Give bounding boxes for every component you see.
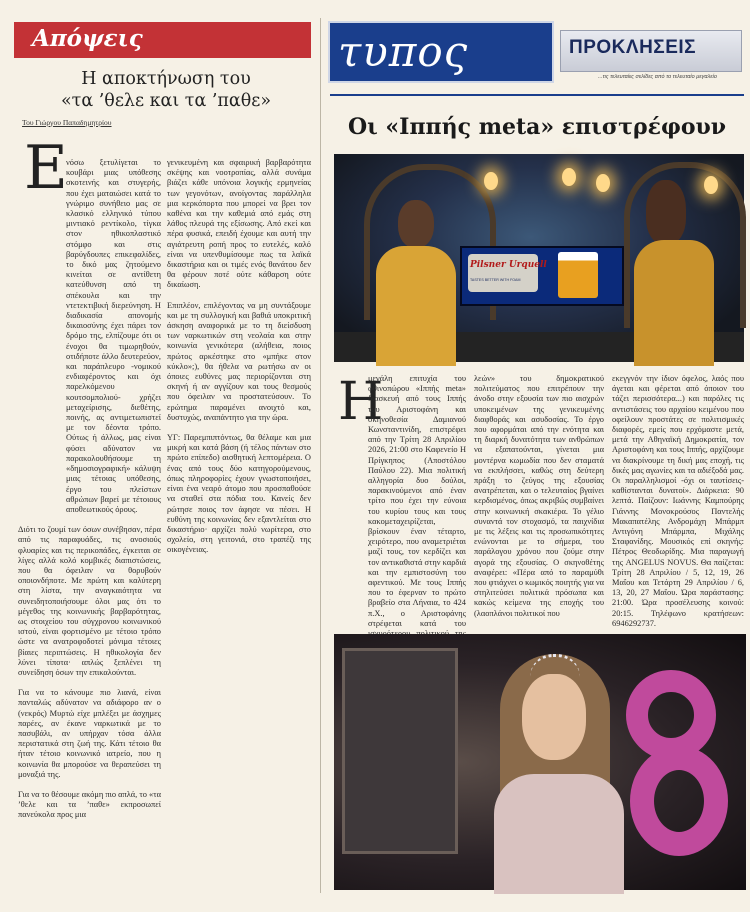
article-column-2	[474, 374, 604, 628]
person-face	[522, 674, 586, 760]
beer-advert-screen	[460, 246, 624, 306]
paragraph: ΥΓ: Παρεμπιπτόντως, θα θέλαμε και μια μικρή και κατά βάση (ή τέλος πάντων στο πρώτο επίπεδο) αισθητική λεπτομέρεια. Ο ένας από τους δύο κατηγορούμενους, όπως πληροφορίες έχουν γνωστοποιήσει, είναι ένα νεαρό άτομο που προσπαθούσε να σταθεί στα πόδια του. Κανείς δεν ρώτησε ποιος τον άφησε να πέσει. Η ευθύνη της κοινωνίας δεν εξαντλείται στο δικαστήριο· αρχίζει πολύ νωρίτερα, στο σχολείο, στη γειτονιά, στο τραπέζι της οικογένειας.	[167, 433, 311, 555]
paragraph: Διότι το ζουμί των όσων συνέβησαν, πέρα από τις παραφυάδες, τις ανοσιούς φλυαρίες και τις περικοπάδες, έγκειται σε λίγες αλλά κολό κομβικές διαπιστώσεις, που θα όφειλαν να θορυβούν οποιονδήποτε. Με πρώτη και καλύτερη στη λίστα, την αναγκαιότητα να συνειδητοποιήσουμε όλοι μας ότι το μέγεθος της κοινωνικής βαρβαρότητας, ως στοιχείου του σύγχρονου κοινωνικού ιστού, είναι φορτισμένο με τέτοιο τρόπο ώστε να ανατροφοδοτεί μόνιμα τέτοιες βίαιες περιπτώσεις. Η ηθικολογία δεν λύνει τίποτα· απλώς ξεπλένει τη συνείδηση όσων την επικαλούνται.	[18, 525, 161, 677]
theatre-photo	[334, 154, 744, 362]
logo-text: τυπος	[338, 27, 469, 76]
paragraph: Για να το θέσουμε ακόμη πιο απλά, το «τα ’θελε και τα ’παθε» εκπροσωπεί πανεύκολα προς μια	[18, 789, 161, 820]
column-divider	[320, 18, 321, 893]
drop-cap: Ε	[24, 133, 68, 203]
header-rule	[330, 94, 744, 96]
section-header	[14, 22, 311, 58]
actor-woman	[646, 180, 686, 244]
opinion-title-line2: «τα ’θελε και τα ’παθε»	[60, 91, 272, 111]
section-banner	[560, 30, 742, 72]
opinion-title-line1: Η αποκτήνωση του	[81, 69, 251, 89]
byline: Του Γιώργου Παπαδημητρίου	[22, 118, 112, 127]
screen-sub: TASTES BETTER WITH FOAM	[470, 278, 521, 282]
paragraph: νόσω ξετυλίγεται το κουβάρι μιας υπόθεσης σκοτεινής και στυγερής, που έχει ματαιώσει κατά το γνώριμο συνήθειο μας σε κλασικό ελληνικό τύπου μιντιακό ρεντίκολο, τίγκα στον ηθικοπλαστικό στόμφο και στις βαρύγδουπες επικεφαλίδες, το δικό μας ζητούμενο κινείται σε αντίθετη κατεύθυνση από τη σπέκουλα και την ντετεκτιβική διερεύνηση. Η διαδικασία απονομής δικαιοσύνης έχει πάρει τον δρόμο της, ελπίζουμε ότι οι ένοχοι θα τιμωρηθούν, οτιδήποτε άλλο δευτερεύον, και παράπλευρο -νομικού ενδιαφέροντος και όχι παρελκόμενου κουτσομπολιού- χρήζει μεταχείρισης, διεθέτης, ποινής, ας αντιμετωπιστεί με τον δέοντα τρόπο. Ούτως ή άλλως, μας είναι φύσει αδύνατον να παρακολουθήσουμε τη «δημοσιογραφική» κάλυψη μιας τέτοιας υπόθεσης, έργο του πλείστων αθρώπων βαρεί με τέτοιους αποθεωτικούς όρους.	[66, 158, 161, 514]
section-label: Απόψεις	[32, 25, 143, 52]
screen-brand: Pilsner Urquell	[470, 260, 547, 270]
paragraph: μεγάλη επιτυχία του φθινοπώρου «Ιππής meta» διασκευή από τους Ιππής του Αριστοφάνη και σκηνοθεσία Δαμιανού Κωνσταντινίδη, επιστρέφει από την Τρίτη 28 Απριλίου 2026, 21:00 στο Καφενείο Η Πρίγκηπος (Αποστόλου Παύλου 22). Μια πολιτική αλληγορία δυο δούλοι, παρακινούμενοι από έναν τρίτο που έχει την εύνοια του κυρίου τους και τους κακομεταχειρίζεται, βρίσκουν έναν τέταρτο, χειρότερο, που αναμετριέται μαζί τους, τον κερδίζει και τον αντικαθιστά στην καρδιά και την εμπιστοσύνη του αφεντικού. Με τους Ιππής που το έφερναν το πρώτο βραβείο στα Λήναια, το 424 π.Χ., ο Αριστοφάνης στρέφεται κατά του	[368, 374, 466, 628]
article-column-1	[338, 374, 466, 628]
banner-text: ΠΡΟΚΛΗΣΕΙΣ	[569, 37, 697, 58]
newspaper-logo	[328, 21, 554, 83]
drop-cap: Η	[338, 372, 384, 432]
party-photo	[334, 634, 746, 890]
article-headline: Οι «Ιππής meta» επιστρέφουν	[347, 114, 727, 140]
opinion-title	[20, 68, 312, 112]
banner-subtitle: ...τις τελευταίες σελίδες από το τελευταίο μεγαλείο	[598, 74, 717, 80]
paragraph: Επιπλέον, επιλέγοντας να μη συντάξουμε και με τη συλλογική και βαθιά υποκριτική άσκηση αναφορικά με το τη διείσδυση των ναρκωτικών στη νεολαία και στην κοινωνία γενικότερα (αλήθεια, ποιος πρώτος αρκέστηκε στο «μπήκε στον κύκλο»;), θα ήθελα να ρωτήσω αν οι όποιες ευθύνες μας περιορίζονται στη σκηνή ή αν αγγίζουν και τους θεσμούς που όφειλαν να προστατεύσουν. Το ερώτημα παραμένει ανοιχτό και, δυστυχώς, αναπάντητο για την ώρα.	[167, 300, 311, 422]
paragraph: Για να το κάνουμε πιο λιανά, είναι πανταλώς αδύνατον να αδιάφορο αν ο (νεκρός) Μυρτώ είχε μπλέξει με άσχημες παρέες, αν έκανε ναρκωτικά με το πασυβάλι, αν υπήρχαν τόσα άλλα περιστατικά στη ζωή της. Κάτι τέτοιο θα ήταν τέτοιο κοινωνικό ιατρείο, που η κοινωνία θα μπορούσε να θεραπεύσει τη μοναξιά της.	[18, 688, 161, 779]
paragraph: λεών» του δημοκρατικού πολιτεύματος που επιτρέπουν την άνοδο στην εξουσία των πιο αισχρών υποκειμένων της γενικευμένης διαφθοράς και ασυδοσίας. Το έργο που αφορμάται από την ενότητα και τη διαρκή δυνατότητα των ανθρώπων να εξαπατούνται, γίνεται μια μοντέρνα κωμωδία που δεν σταματά να εκπλήσσει, καθώς στη δεύτερη πράξη το ζεύγος της εξουσίας ανατρέπεται, και ο τελευταίος βγαίνει κερδισμένος, όπως ακριβώς συμβαίνει στην κοινωνική σκακιέρα. Το γέλιο συναντά τον στοχασμό, τα παιχνίδια με τις λέξεις και τις προσωπικότητες ενώνονται με το σήμερα, του παράλογου χρόνου που ζούμε στην αγορά της εξουσίας. Ο σκηνοθέτης αναφέρει: «Πέρα από το παραμύθι που φτιάχνει ο κωμικός ποιητής για να στηλιτεύσει πολιτικά πρόσωπα και κακώς κείμενα της εποχής του (λαοπλάνοι πολιτικοί που	[474, 374, 604, 618]
opinion-column-2	[167, 158, 311, 878]
paragraph: εκεγγνόν την ίδιον όφελος, λαός που άγεται και φέρεται από όποιον του τάζει περισσότερα...) και παρόλες τις αντιστάσεις του αρχαίου κειμένου που οφείλουν προστάτες σε πολιτισμικές διαφορές, εμείς που ερχόμαστε μετά, μετά την Αθηναϊκή Δημοκρατία, τον Αριστοφάνη και τους Ιππής, αρχίζουμε να διακρίνουμε τη δική μας εποχή, τις δικές μας αγωνίες και τα αδιέξοδά μας. Οι παραλληλισμοί -όχι οι ταυτίσεις- καθίστανται δυνατοί». Διάρκεια: 90 λεπτά. Παίζουν: Ιωάννης Καμπούρης Γιάννης Μονοκρούσος Παντελής Μακαπατέλης Ανδρομάχη Μπάρμπ Αντιγόνη Μπάρμπα, Μιχάλης Σταφανίδης. Μουσικός επί σκηνής: Πέτρος Θεοδωρίδης. Μια παραγωγή της ANGELUS NOVUS. Θα παίζεται: Τρίτη 28 Απριλίου / 5, 12, 19, 26 Μαΐου και Τετάρτη 29 Απριλίου / 6, 13, 20, 27 Μαΐου. Ώρα παράστασης: 21:00. Ώρα προσέλευσης κοινού: 20:15. Τηλέφωνο κρατήσεων: 6946292737.	[612, 374, 744, 628]
paragraph: γενικευμένη και σφαιρική βαρβαρότητα σκέψης και νοοτροπίας, αλλά συνάμα βιάζει κάθε υπόνοια λογικής ερμηνείας των γεγονότων, ανοίγοντας παράλληλα μια κερκόπορτα που μπορεί να βρει τον καθένα και την καθεμιά από εμάς στη λάθος πλευρά της εξίσωσης. Από εκεί και πέρα φυσικά, επειδή έχουμε και αυτή την αγιάτρευτη ροπή προς το ευτελές, καλό είναι να υπενθυμίσουμε πως τα λαϊκά δικαστήρια και οι τιμές ενός θανάτου δεν θα φέρουν ποτέ ούτε κάθαρση ούτε δικαίωση.	[167, 158, 311, 290]
article-column-3	[612, 374, 744, 628]
opinion-column-1	[18, 158, 161, 878]
actor-man	[398, 200, 434, 248]
